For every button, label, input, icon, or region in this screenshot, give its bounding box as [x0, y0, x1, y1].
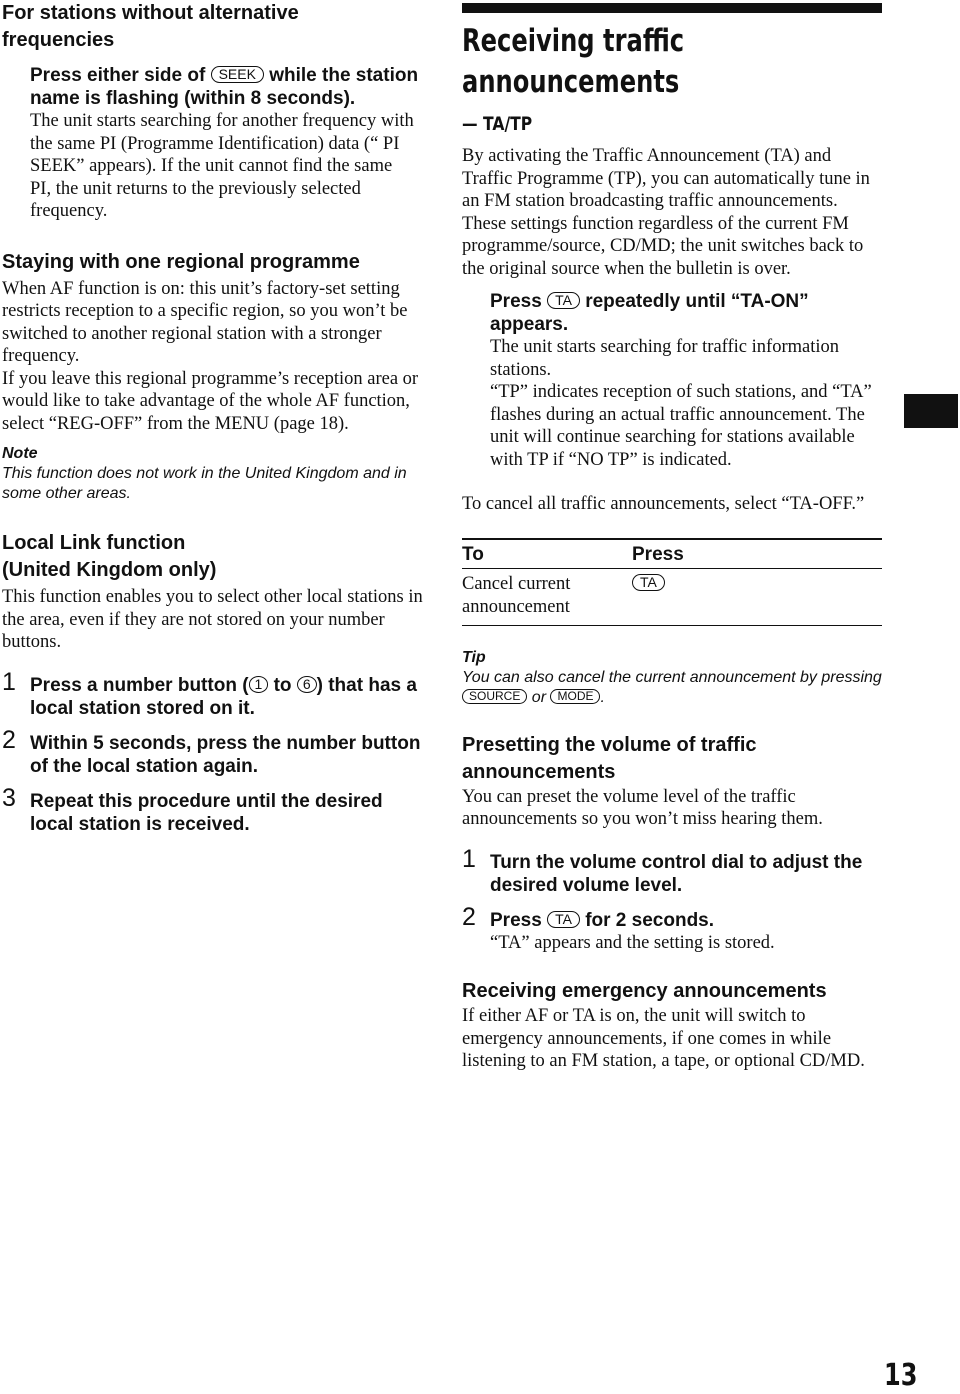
note-label: Note: [2, 445, 38, 462]
alt-freq-body: The unit starts searching for another frequency with the same PI (Programme Identification) data (“ PI SEEK” appears). If the unit cannot find the same PI, the unit returns to the previously selected frequency.: [30, 111, 414, 221]
local-link-heading: Local Link function (United Kingdom only): [2, 532, 217, 581]
note-text: This function does not work in the United Kingdom and in some other areas.: [2, 465, 407, 502]
step-number: 1: [2, 667, 16, 696]
emergency-section: [462, 978, 882, 1073]
number-6-key-icon: 6: [297, 676, 317, 693]
local-link-step-3: 3 Repeat this procedure until the desired local station is received.: [2, 783, 383, 835]
source-key-icon: SOURCE: [462, 689, 527, 704]
chapter-tab-marker: [904, 394, 958, 428]
step-number: 2: [462, 902, 476, 931]
local-link-step-1: 1 Press a number button ( 1 to 6 ) that has a local station stored on it.: [2, 667, 417, 719]
cancel-all-text: To cancel all traffic announcements, select “TA-OFF.”: [462, 494, 865, 514]
col-to: To: [462, 539, 632, 569]
local-link-body: This function enables you to select other local stations in the area, even if they are not stored on your number buttons.: [2, 587, 423, 652]
subtitle: — TA/TP: [462, 113, 533, 135]
preset-body: You can preset the volume level of the traffic announcements so you won’t miss hearing them.: [462, 786, 823, 829]
regional-para1: When AF function is on: this unit’s factory-set setting restricts reception to a specific region, so you won’t be switched to another regional station with a stronger frequency.: [2, 278, 408, 366]
tip-label: Tip: [462, 648, 486, 666]
page-title: Receiving traffic announcements: [462, 23, 685, 100]
page-number: 13: [884, 1358, 918, 1393]
tip-text: You can also cancel the current announcement by pressing SOURCE or MODE .: [462, 668, 882, 706]
emergency-heading: Receiving emergency announcements: [462, 980, 827, 1002]
ta-key-icon: TA: [547, 292, 580, 309]
table-row: [462, 568, 882, 625]
left-column: [2, 0, 424, 836]
preset-section: [462, 732, 882, 955]
preset-step-2-body: “TA” appears and the setting is stored.: [490, 932, 775, 953]
regional-heading: Staying with one regional programme: [2, 250, 360, 273]
local-link-step-2: 2 Within 5 seconds, press the number button of the local station again.: [2, 725, 421, 777]
row-press: [632, 568, 882, 625]
intro-text: By activating the Traffic Announcement (TA) and Traffic Programme (TP), you can automatically tune in an FM station broadcasting traffic announcements. These settings function regardless of the current FM programme/source, CD/MD; the unit switches back to the original source when the bulletin is over.: [462, 146, 870, 279]
step-number: 3: [2, 783, 16, 812]
seek-key-icon: SEEK: [211, 66, 264, 83]
ta-body-1: The unit starts searching for traffic information stations.: [490, 337, 839, 380]
ta-key-icon: TA: [547, 911, 580, 928]
local-link-section: [2, 530, 424, 836]
preset-step-1: 1 Turn the volume control dial to adjust the desired volume level.: [462, 844, 863, 896]
title-rule: [462, 3, 882, 13]
to-press-table: [462, 538, 882, 626]
number-1-key-icon: 1: [249, 676, 269, 693]
preset-heading: Presetting the volume of traffic announcements: [462, 733, 757, 783]
alt-freq-heading: For stations without alternative frequencies: [2, 2, 299, 51]
alt-freq-section: [2, 0, 424, 223]
table-header-row: [462, 539, 882, 569]
alt-freq-instruction: Press either side of SEEK while the station name is flashing (within 8 seconds).: [30, 65, 419, 109]
preset-step-2: 2 Press TA for 2 seconds.: [462, 902, 715, 931]
regional-section: [2, 249, 424, 505]
step-number: 1: [462, 844, 476, 873]
tip-section: [462, 648, 882, 708]
emergency-body: If either AF or TA is on, the unit will switch to emergency announcements, if one comes in while listening to an FM station, a tape, or optional CD/MD.: [462, 1006, 865, 1071]
ta-key-icon: TA: [632, 574, 665, 591]
step-number: 2: [2, 725, 16, 754]
row-to: Cancel current announcement: [462, 568, 632, 625]
regional-para2: If you leave this regional programme’s reception area or would like to take advantage of the whole AF function, select “REG-OFF” from the MENU (page 18).: [2, 368, 419, 434]
ta-body-2: “TP” indicates reception of such stations, and “TA” flashes during an actual traffic announcement. The unit will continue searching for stations available with TP if “NO TP” is indicated.: [490, 382, 872, 470]
mode-key-icon: MODE: [550, 689, 600, 704]
right-column: [462, 0, 882, 1073]
col-press: Press: [632, 539, 882, 569]
ta-instruction: Press TA repeatedly until “TA-ON” appears.: [490, 291, 809, 335]
